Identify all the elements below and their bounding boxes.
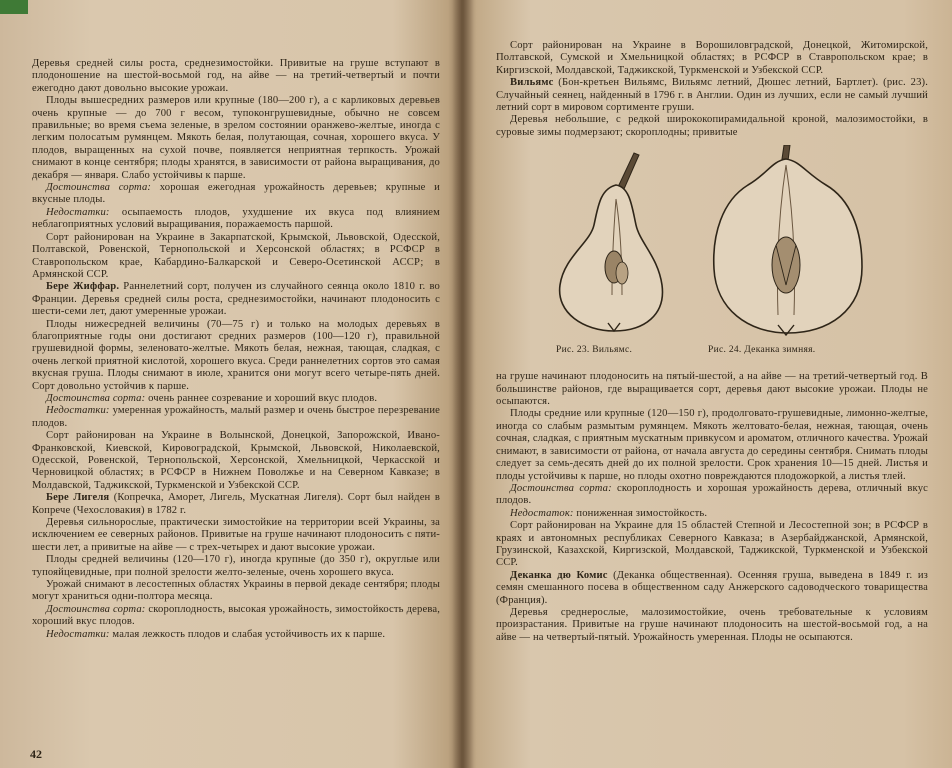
figure-caption: Рис. 23. Вильямс. (556, 345, 633, 356)
advantages-text: скороплодность, высокая урожайность, зимостойкость дерева, хороший вкус плодов. (32, 603, 441, 628)
drawbacks-label: Недостатки: (46, 405, 110, 417)
drawbacks-paragraph (32, 207, 440, 232)
advantages-text: скороплодность и хорошая урожайность дерева, отличный вкус плодов. (496, 482, 929, 507)
paragraph: Деревья средней силы роста, среднезимостойки. Привитые на груше вступают в плодоношение на шестой-восьмой год, на айве — на третий-четвертый и почти ежегодно дают довольно высокие урожаи. (32, 58, 440, 94)
region-paragraph: Сорт районирован на Украине для 15 областей Степной и Лесостепной зон; в РСФСР в краях и автономных республиках Северного Кавказа; в Азербайджанской, Армянской, Грузинской, Казахской, Киргизской, Молдавской, Таджикской, Туркменской и Узбекской ССР. (496, 520, 928, 569)
paragraph: Урожай снимают в лесостепных областях Украины в первой декаде сентября; плоды могут храниться одни-полтора месяца. (32, 579, 440, 603)
variety-title: Вильямс (510, 77, 554, 89)
variety-title: Бере Жиффар. (46, 281, 120, 293)
advantages-paragraph (32, 182, 440, 207)
paragraph: Плоды средней величины (120—170 г), иногда крупные (до 350 г), округлые или тупояйцевидные, при полной зрелости желто-зеленые, очень хорошего вкуса. (32, 554, 440, 578)
paragraph: на груше начинают плодоносить на пятый-шестой, а на айве — на третий-четвертый год. В большинстве районов, где выращивается сорт, деревья дают высокие урожаи. Плоды не осыпаются. (496, 371, 928, 408)
drawbacks-text: осыпаемость плодов, ухудшение их вкуса под влиянием неблагоприятных условий выращивания, поражаемость паршой. (32, 206, 440, 231)
paragraph: Деревья небольшие, с редкой ширококопирамидальной кроной, малозимостойки, в суровые зимы подмерзают; скороплодны; привитые (496, 114, 928, 138)
advantages-paragraph (32, 604, 440, 629)
variety-paragraph (496, 77, 928, 114)
variety-text: Раннелетний сорт, получен из случайного сеянца около 1810 г. во Франции. Деревья средней силы роста, среднезимостойки, начинают плодоносить с шести-семи лет, дают умеренные урожаи. (32, 281, 441, 318)
paragraph: Плоды нижесредней величины (70—75 г) и только на молодых деревьях в благоприятные годы они достигают средних размеров (100—120 г), правильной грушевидной формы, зеленовато-желтые. Мякоть белая, нежная, тающая, сладкая, с очень легкой приятной кислотой, хорошего вкуса. Среди раннелетних сортов это самая вкусная груша. Плоды снимают в июле, хранится они могут всего четыре-пять дней. Сорт довольно устойчив к парше. (32, 318, 440, 392)
advantages-text: очень раннее созревание и хороший вкус плодов. (145, 392, 378, 404)
page-number: 42 (30, 747, 42, 761)
drawbacks-paragraph (32, 405, 440, 430)
region-paragraph: Сорт районирован на Украине в Ворошиловградской, Донецкой, Житомирской, Полтавской, Сумской и Хмельницкой областях; в РСФСР в Ставропольском крае; в Киргизской, Молдавской, Таджикской, Туркменской и Узбекской ССР. (496, 40, 928, 76)
left-page (0, 0, 462, 768)
advantages-label: Достоинства сорта: (46, 603, 146, 615)
right-page (462, 0, 952, 768)
drawbacks-text: малая лежкость плодов и слабая устойчивость их к парше. (109, 628, 386, 640)
advantages-text: хорошая ежегодная урожайность деревьев; крупные и вкусные плоды. (32, 182, 440, 206)
figures (496, 145, 928, 367)
advantages-paragraph (496, 483, 928, 508)
corner-background (0, 0, 28, 14)
variety-paragraph (32, 281, 440, 318)
paragraph: Деревья среднерослые, малозимостойкие, очень требовательные к условиям произрастания. Привитые на груше начинают плодоносить на шестой-восьмой год, а на айве — на четвертый-пятый. Урожайность умеренная. Плоды не осыпаются. (496, 606, 928, 643)
advantages-label: Достоинства сорта: (46, 182, 152, 194)
variety-title: Бере Лигеля (46, 492, 110, 504)
variety-paragraph (32, 492, 440, 517)
variety-text: (Бон-кретьен Вильямс, Вильямс летний, Дюшес летний, Бартлет). (рис. 23). Случайный сеянец, найденный в 1796 г. в Англии. Один из лучших, если не самый лучший летний сорт в мировом сортименте груши. (496, 77, 928, 114)
advantages-label: Достоинства сорта: (46, 392, 146, 404)
winter-dekanka-pear-illustration (706, 145, 876, 341)
figure-caption: Рис. 24. Деканка зимняя. (708, 345, 816, 356)
region-paragraph: Сорт районирован на Украине в Волынской, Донецкой, Запорожской, Ивано-Франковской, Киевской, Кировоградской, Крымской, Львовской, Николаевской, Одесской, Ровенской, Тернопольской, Херсонской, Хмельницкой, Черкасской и Черновицкой областях; в РСФСР в Нижнем Поволжье и на Северном Кавказе; в Молдавской, Таджикской, Туркменской и Узбекской ССР. (32, 430, 440, 491)
drawbacks-label: Недостаток: (510, 507, 574, 519)
paragraph: Плоды средние или крупные (120—150 г), продолговато-грушевидные, лимонно-желтые, иногда со слабым размытым румянцем. Мякоть желтовато-белая, нежная, тающая, очень сочная, сладкая, с приятным мускатным привкусом и ароматом, отличного качества. Урожай снимают, в зависимости от района, от начала августа до середины сентября. Снимать плоды следует за семь-десять дней до их полной зрелости. Срок хранения 10—15 дней. Листья и плоды устойчивы к парше, но плоды охотно повреждаются плодожоркой, а листья тлей. (496, 408, 928, 482)
variety-title: Деканка дю Комис (510, 569, 608, 581)
paragraph: Деревья сильнорослые, практически зимостойкие на территории всей Украины, за исключением ее северных районов. Привитые на груше начинают плодоносить с пяти-шести лет, а привитые на айве — с трех-четырех и дают высокие урожаи. (32, 517, 440, 553)
paragraph: Плоды вышесредних размеров или крупные (180—200 г), а с карликовых деревьев очень крупные — до 700 г весом, тупоконгрушевидные, обычно не совсем правильные; во время съема зеленые, в зрелом состоянии оранжево-желтые, иногда с легким полосатым румянцем. Мякоть белая, полутающая, сочная, хорошего вкуса. У плодов, выращенных на сухой почве, появляется неприятная терпкость. Урожай снимают в конце сентября; плоды хранятся, в зависимости от района выращивания, до декабря — января. Слабо устойчивы к парше. (32, 95, 440, 181)
drawbacks-label: Недостатки: (46, 628, 110, 640)
region-paragraph: Сорт районирован на Украине в Закарпатской, Крымской, Львовской, Одесской, Полтавской, Ровенской, Тернопольской и Херсонской областях; в РСФСР в Ставропольском крае, Кабардино-Балкарской и Северо-Осетинской АССР; в Армянской ССР. (32, 231, 440, 280)
variety-paragraph (496, 570, 928, 607)
variety-text: (Копречка, Аморет, Лигель, Мускатная Лигеля). Сорт был найден в Копрече (Чехословакия) в 1782 г. (32, 492, 440, 516)
drawbacks-paragraph (496, 508, 928, 520)
variety-text: (Деканка общественная). Осенняя груша, выведена в 1849 г. из семян смешанного посева в общественном саду Анжерского садоводческого товарищества (Франция). (496, 569, 928, 606)
williams-pear-illustration (556, 145, 676, 341)
drawbacks-label: Недостатки: (46, 206, 110, 218)
drawbacks-text: умеренная урожайность, малый размер и очень быстрое перезревание плодов. (32, 405, 440, 429)
book-gutter (452, 0, 474, 768)
advantages-paragraph (32, 393, 440, 405)
advantages-label: Достоинства сорта: (510, 482, 612, 494)
drawbacks-paragraph (32, 629, 440, 641)
drawbacks-text: пониженная зимостойкость. (573, 507, 708, 519)
